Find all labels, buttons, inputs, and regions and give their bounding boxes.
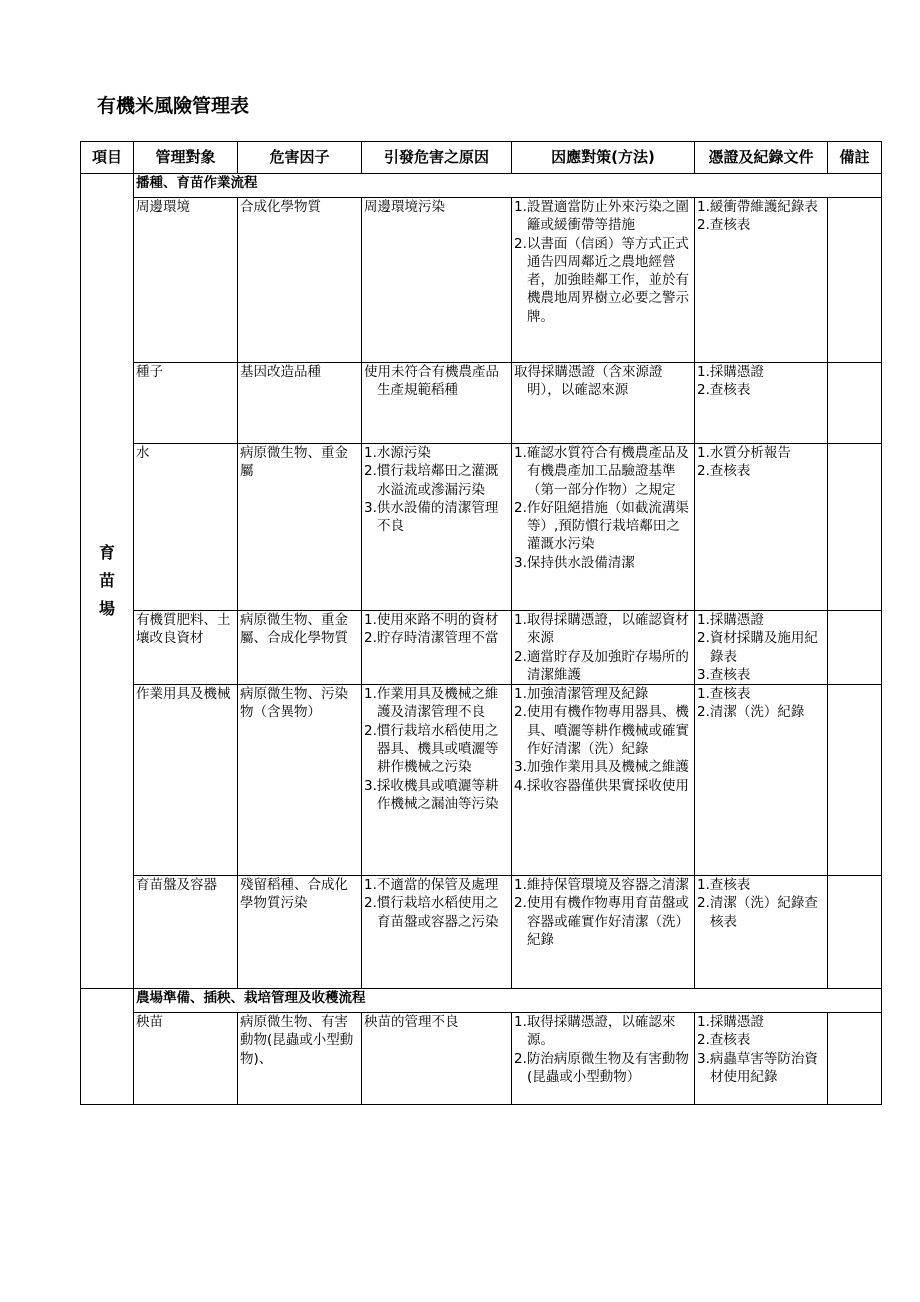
measure-item: 2.適當貯存及加強貯存場所的清潔維護: [514, 648, 689, 683]
measure-item: 1.確認水質符合有機農產品及有機農產加工品驗證基準（第一部分作物）之規定: [514, 445, 689, 498]
cause-list: [364, 1013, 509, 1031]
stage-row: [81, 174, 882, 198]
record-item: 1.採購憑證: [697, 1014, 764, 1031]
target-cell: 周邊環境: [134, 198, 238, 363]
measure-item: 3.保持供水設備清潔: [514, 554, 635, 571]
cause-item: 2.貯存時清潔管理不當: [364, 630, 499, 647]
header-record: 憑證及紀錄文件: [695, 142, 828, 174]
target-cell: 有機質肥料、土壤改良資材: [134, 611, 238, 685]
record-item: 2.資材採購及施用紀錄表: [697, 630, 818, 665]
risk-management-table: [80, 141, 882, 1105]
measure-item: 1.加強清潔管理及紀錄: [514, 686, 649, 703]
cause-cell: [362, 444, 512, 611]
record-cell: [695, 876, 828, 989]
record-item: 1.採購憑證: [697, 612, 764, 628]
item-cell: [81, 989, 134, 1105]
cause-cell: [362, 611, 512, 685]
header-cause: 引發危害之原因: [362, 142, 512, 174]
measure-item: 1.取得採購憑證，以確認來源。: [514, 1014, 676, 1049]
cause-item: 1.使用來路不明的資材: [364, 612, 499, 628]
hazard-cell: 合成化學物質: [238, 198, 362, 363]
target-cell: 種子: [134, 363, 238, 444]
measure-item: 2.使用有機作物專用育苗盤或容器或確實作好清潔（洗）紀錄: [514, 895, 689, 949]
cause-list: [364, 611, 509, 648]
measure-item: 4.採收容器僅供果實採收使用: [514, 777, 689, 794]
note-cell: [828, 685, 882, 876]
record-cell: [695, 444, 828, 611]
hazard-cell: 病原微生物、重金屬、合成化學物質: [238, 611, 362, 685]
record-item: 1.採購憑證: [697, 364, 764, 380]
cause-item: 2.慣行栽培水稻使用之育苗盤或容器之污染: [364, 895, 499, 930]
measure-cell: [512, 876, 695, 989]
record-cell: [695, 198, 828, 363]
target-cell: 秧苗: [134, 1013, 238, 1105]
record-item: 2.清潔（洗）紀錄查核表: [697, 895, 818, 930]
cause-list: [364, 444, 509, 535]
stage-label: 播種、育苗作業流程: [134, 174, 882, 198]
cause-item: 1.水源污染: [364, 445, 431, 461]
record-list: [697, 198, 825, 235]
record-cell: [695, 685, 828, 876]
header-hazard: 危害因子: [238, 142, 362, 174]
hazard-cell: 病原微生物、有害動物(昆蟲或小型動物)、: [238, 1013, 362, 1105]
record-item: 2.清潔（洗）紀錄: [697, 704, 805, 721]
cause-item: 3.供水設備的清潔管理不良: [364, 499, 499, 535]
measure-cell: [512, 685, 695, 876]
measure-item: 3.加強作業用具及機械之維護: [514, 759, 689, 776]
record-item: 1.查核表: [697, 686, 751, 703]
hazard-cell: 病原微生物、重金屬: [238, 444, 362, 611]
record-item: 1.水質分析報告: [697, 445, 791, 461]
note-cell: [828, 444, 882, 611]
measure-item: 1.設置適當防止外來污染之圍籬或緩衝帶等措施: [514, 199, 689, 234]
header-measure: 因應對策(方法): [512, 142, 695, 174]
cause-item: 使用未符合有機農產品生產規範稻種: [364, 364, 499, 399]
cause-cell: [362, 363, 512, 444]
record-list: [697, 444, 825, 481]
cause-list: [364, 876, 509, 931]
cause-item: 周邊環境污染: [364, 199, 445, 215]
target-cell: 作業用具及機械: [134, 685, 238, 876]
header-row: [81, 142, 882, 174]
measure-item: 2.作好阻絕措施（如截流溝渠等）,預防慣行栽培鄰田之灌溉水污染: [514, 499, 689, 553]
record-cell: [695, 1013, 828, 1105]
cause-item: 3.採收機具或噴灑等耕作機械之漏油等污染: [364, 777, 499, 812]
record-list: [697, 685, 825, 722]
header-note: 備註: [828, 142, 882, 174]
record-list: [697, 611, 825, 684]
cause-item: 1.作業用具及機械之維護及清潔管理不良: [364, 686, 499, 721]
measure-cell: [512, 198, 695, 363]
cause-list: [364, 363, 509, 400]
cause-item: 1.不適當的保管及處理: [364, 877, 499, 894]
stage-label: 農場準備、插秧、栽培管理及收穫流程: [134, 989, 882, 1013]
measure-item: 2.使用有機作物專用器具、機具、噴灑等耕作機械或確實作好清潔（洗）紀錄: [514, 704, 689, 758]
header-target: 管理對象: [134, 142, 238, 174]
measure-item: 1.維持保管環境及容器之清潔: [514, 877, 689, 894]
cause-cell: [362, 198, 512, 363]
record-item: 2.查核表: [697, 382, 751, 399]
record-cell: [695, 611, 828, 685]
measure-cell: [512, 1013, 695, 1105]
note-cell: [828, 198, 882, 363]
record-item: 1.查核表: [697, 877, 751, 894]
measure-cell: [512, 444, 695, 611]
hazard-cell: 殘留稻種、合成化學物質污染: [238, 876, 362, 989]
table-row: [81, 198, 882, 363]
page-title: 有機米風險管理表: [97, 95, 250, 117]
table-row: [81, 611, 882, 685]
item-cell: [81, 174, 134, 989]
measure-list: [514, 444, 692, 572]
measure-list: [514, 611, 692, 684]
note-cell: [828, 876, 882, 989]
cause-cell: [362, 685, 512, 876]
table-row: [81, 444, 882, 611]
measure-cell: [512, 611, 695, 685]
record-item: 2.查核表: [697, 463, 751, 480]
record-cell: [695, 363, 828, 444]
table-row: [81, 876, 882, 989]
record-list: [697, 1013, 825, 1086]
hazard-cell: 基因改造品種: [238, 363, 362, 444]
cause-item: 秧苗的管理不良: [364, 1014, 459, 1031]
table-row: [81, 685, 882, 876]
record-item: 1.緩衝帶維護紀錄表: [697, 199, 818, 215]
measure-list: [514, 876, 692, 949]
record-item: 3.查核表: [697, 666, 751, 683]
table-body: [81, 174, 882, 1105]
measure-cell: [512, 363, 695, 444]
item-char: 育: [98, 543, 115, 563]
header-item: 項目: [81, 142, 134, 174]
table-row: [81, 363, 882, 444]
stage-row: [81, 989, 882, 1013]
cause-list: [364, 198, 509, 216]
note-cell: [828, 1013, 882, 1105]
note-cell: [828, 363, 882, 444]
cause-list: [364, 685, 509, 813]
cause-cell: [362, 876, 512, 989]
item-char: 苗: [98, 571, 115, 591]
target-cell: 育苗盤及容器: [134, 876, 238, 989]
measure-item: 2.以書面（信函）等方式正式通告四周鄰近之農地經營者，加強睦鄰工作，並於有機農地周界樹立必要之警示牌。: [514, 235, 689, 325]
hazard-cell: 病原微生物、污染物（含異物）: [238, 685, 362, 876]
measure-list: [514, 685, 692, 795]
item-char: 場: [98, 599, 115, 619]
note-cell: [828, 611, 882, 685]
record-item: 3.病蟲草害等防治資材使用紀錄: [697, 1050, 818, 1086]
table-row: [81, 1013, 882, 1105]
measure-list: [514, 363, 692, 400]
measure-list: [514, 1013, 692, 1086]
measure-item: 取得採購憑證（含來源證明），以確認來源: [514, 364, 663, 399]
record-list: [697, 876, 825, 931]
record-list: [697, 363, 825, 400]
record-item: 2.查核表: [697, 1032, 751, 1049]
target-cell: 水: [134, 444, 238, 611]
measure-item: 1.取得採購憑證，以確認資材來源: [514, 612, 689, 647]
cause-item: 2.慣行栽培水稻使用之器具、機具或噴灑等耕作機械之污染: [364, 722, 499, 776]
measure-item: 2.防治病原微生物及有害動物(昆蟲或小型動物）: [514, 1050, 689, 1086]
cause-cell: [362, 1013, 512, 1105]
cause-item: 2.慣行栽培鄰田之灌溉水溢流或滲漏污染: [364, 463, 499, 498]
measure-list: [514, 198, 692, 326]
record-item: 2.查核表: [697, 217, 751, 234]
